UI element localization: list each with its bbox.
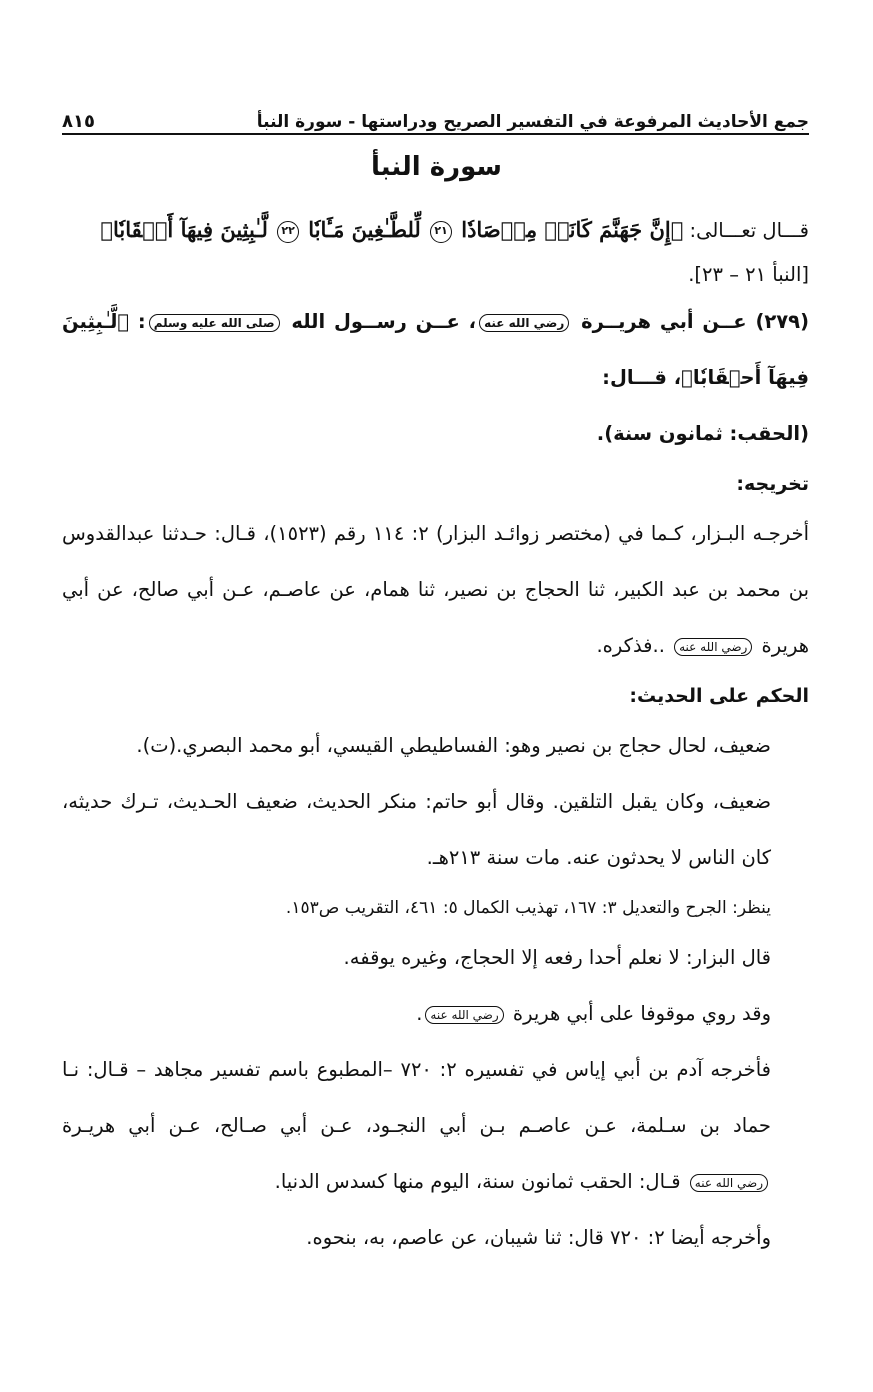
page-body: [62, 205, 809, 1266]
quran-open-bracket: ﴿: [670, 217, 684, 242]
ruling-heading: الحكم على الحديث:: [629, 685, 809, 707]
hadith-text-part1: عــن أبي هريــرة: [581, 310, 747, 333]
salla-allahu-alayhi-glyph: صلى الله عليه وسلم: [149, 314, 280, 332]
adam-text: فأخرجه آدم بن أبي إياس في تفسيره ٢: ٧٢٠ –المطبوع باسم تفسير مجاهد – قـال: نـا حماد بن سـلمة، عـن عاصـم بـن أبي النجـود، عـن أبي صـالح، عـن أبي هريـرة: [62, 1058, 772, 1137]
radi-allahu-anhu-glyph: رضي الله عنه: [479, 314, 569, 332]
ayah-marker-22: ٢٢: [277, 221, 299, 243]
quran-reference: [النبأ ٢١ – ٢٣].: [688, 263, 809, 286]
running-header: [62, 100, 809, 132]
adam-paragraph: [62, 1042, 809, 1210]
radi-allahu-anhu-glyph: رضي الله عنه: [674, 638, 752, 656]
page-number: ٨١٥: [62, 111, 95, 132]
hadith-279: [62, 294, 809, 462]
ayah-21: إِنَّ جَهَنَّمَ كَانَتۡ مِرۡصَادٗا: [461, 217, 671, 242]
adam-end: قـال: الحقب ثمانون سنة، اليوم منها كسدس الدنيا.: [274, 1170, 681, 1193]
takhrij-heading: تخريجه:: [736, 473, 809, 495]
running-title: جمع الأحاديث المرفوعة في التفسير الصريح ودراستها - سورة النبأ: [256, 112, 809, 132]
also-statement: وأخرجه أيضا ٢: ٧٢٠ قال: ثنا شيبان، عن عاصم، به، بنحوه.: [306, 1226, 771, 1249]
mawquf-statement: [62, 986, 809, 1042]
takhrij-text: أخرجـه البـزار، كـما في (مختصر زوائـد البزار) ٢: ١١٤ رقم (١٥٢٣)، قـال: حـدثنا عبدالقدوس بن محمد بن عبد الكبير، ثنا الحجاج بن نصير، ثنا همام، عن عاصـم، عـن أبي صالح، عن أبي هريرة: [62, 522, 809, 657]
bazzar-statement: قال البزار: لا نعلم أحدا رفعه إلا الحجاج، وغيره يوقفه.: [343, 946, 771, 969]
quran-intro: قـــال تعـــالى:: [689, 219, 809, 242]
quran-verse-paragraph: [62, 205, 809, 256]
quran-close-bracket: ﴾: [100, 217, 113, 242]
takhrij-paragraph: [62, 506, 809, 674]
radi-allahu-anhu-glyph: رضي الله عنه: [425, 1006, 503, 1024]
ayah-marker-21: ٢١: [430, 221, 452, 243]
radi-allahu-anhu-glyph: رضي الله عنه: [690, 1174, 768, 1192]
ruling-line1: ضعيف، لحال حجاج بن نصير وهو: الفساطيطي القيسي، أبو محمد البصري.(ت).: [136, 734, 771, 757]
ruling-references: ينظر: الجرح والتعديل ٣: ١٦٧، تهذيب الكمال ٥: ٤٦١، التقريب ص١٥٣.: [285, 898, 771, 918]
hadith-line2: (الحقب: ثمانون سنة).: [596, 422, 809, 445]
takhrij-end: ..فذكره.: [596, 634, 665, 657]
header-rule: [62, 133, 809, 135]
ruling-line2: ضعيف، وكان يقبل التلقين. وقال أبو حاتم: منكر الحديث، ضعيف الحـديث، تـرك حديثه، كان الناس لا يحدثون عنه. مات سنة ٢١٣هـ.: [62, 790, 771, 869]
hadith-text-part2: ، عــن رســول الله: [291, 310, 477, 333]
mawquf-text: وقد روي موقوفا على أبي هريرة: [512, 1002, 771, 1025]
ayah-22: لِّلطَّـٰغِينَ مَـَٔابٗا: [308, 217, 421, 242]
surah-title: سورة النبأ: [371, 152, 502, 182]
ayah-23: لَّـٰبِثِينَ فِيهَآ أَحۡقَابٗا: [112, 217, 268, 242]
hadith-number: (٢٧٩): [755, 310, 809, 333]
mawquf-end: .: [416, 1002, 423, 1025]
hadith-text-part3: : ﴿لَّـٰبِثِينَ فِيهَآ أَحۡقَابٗا﴾، قـــال:: [62, 310, 809, 389]
